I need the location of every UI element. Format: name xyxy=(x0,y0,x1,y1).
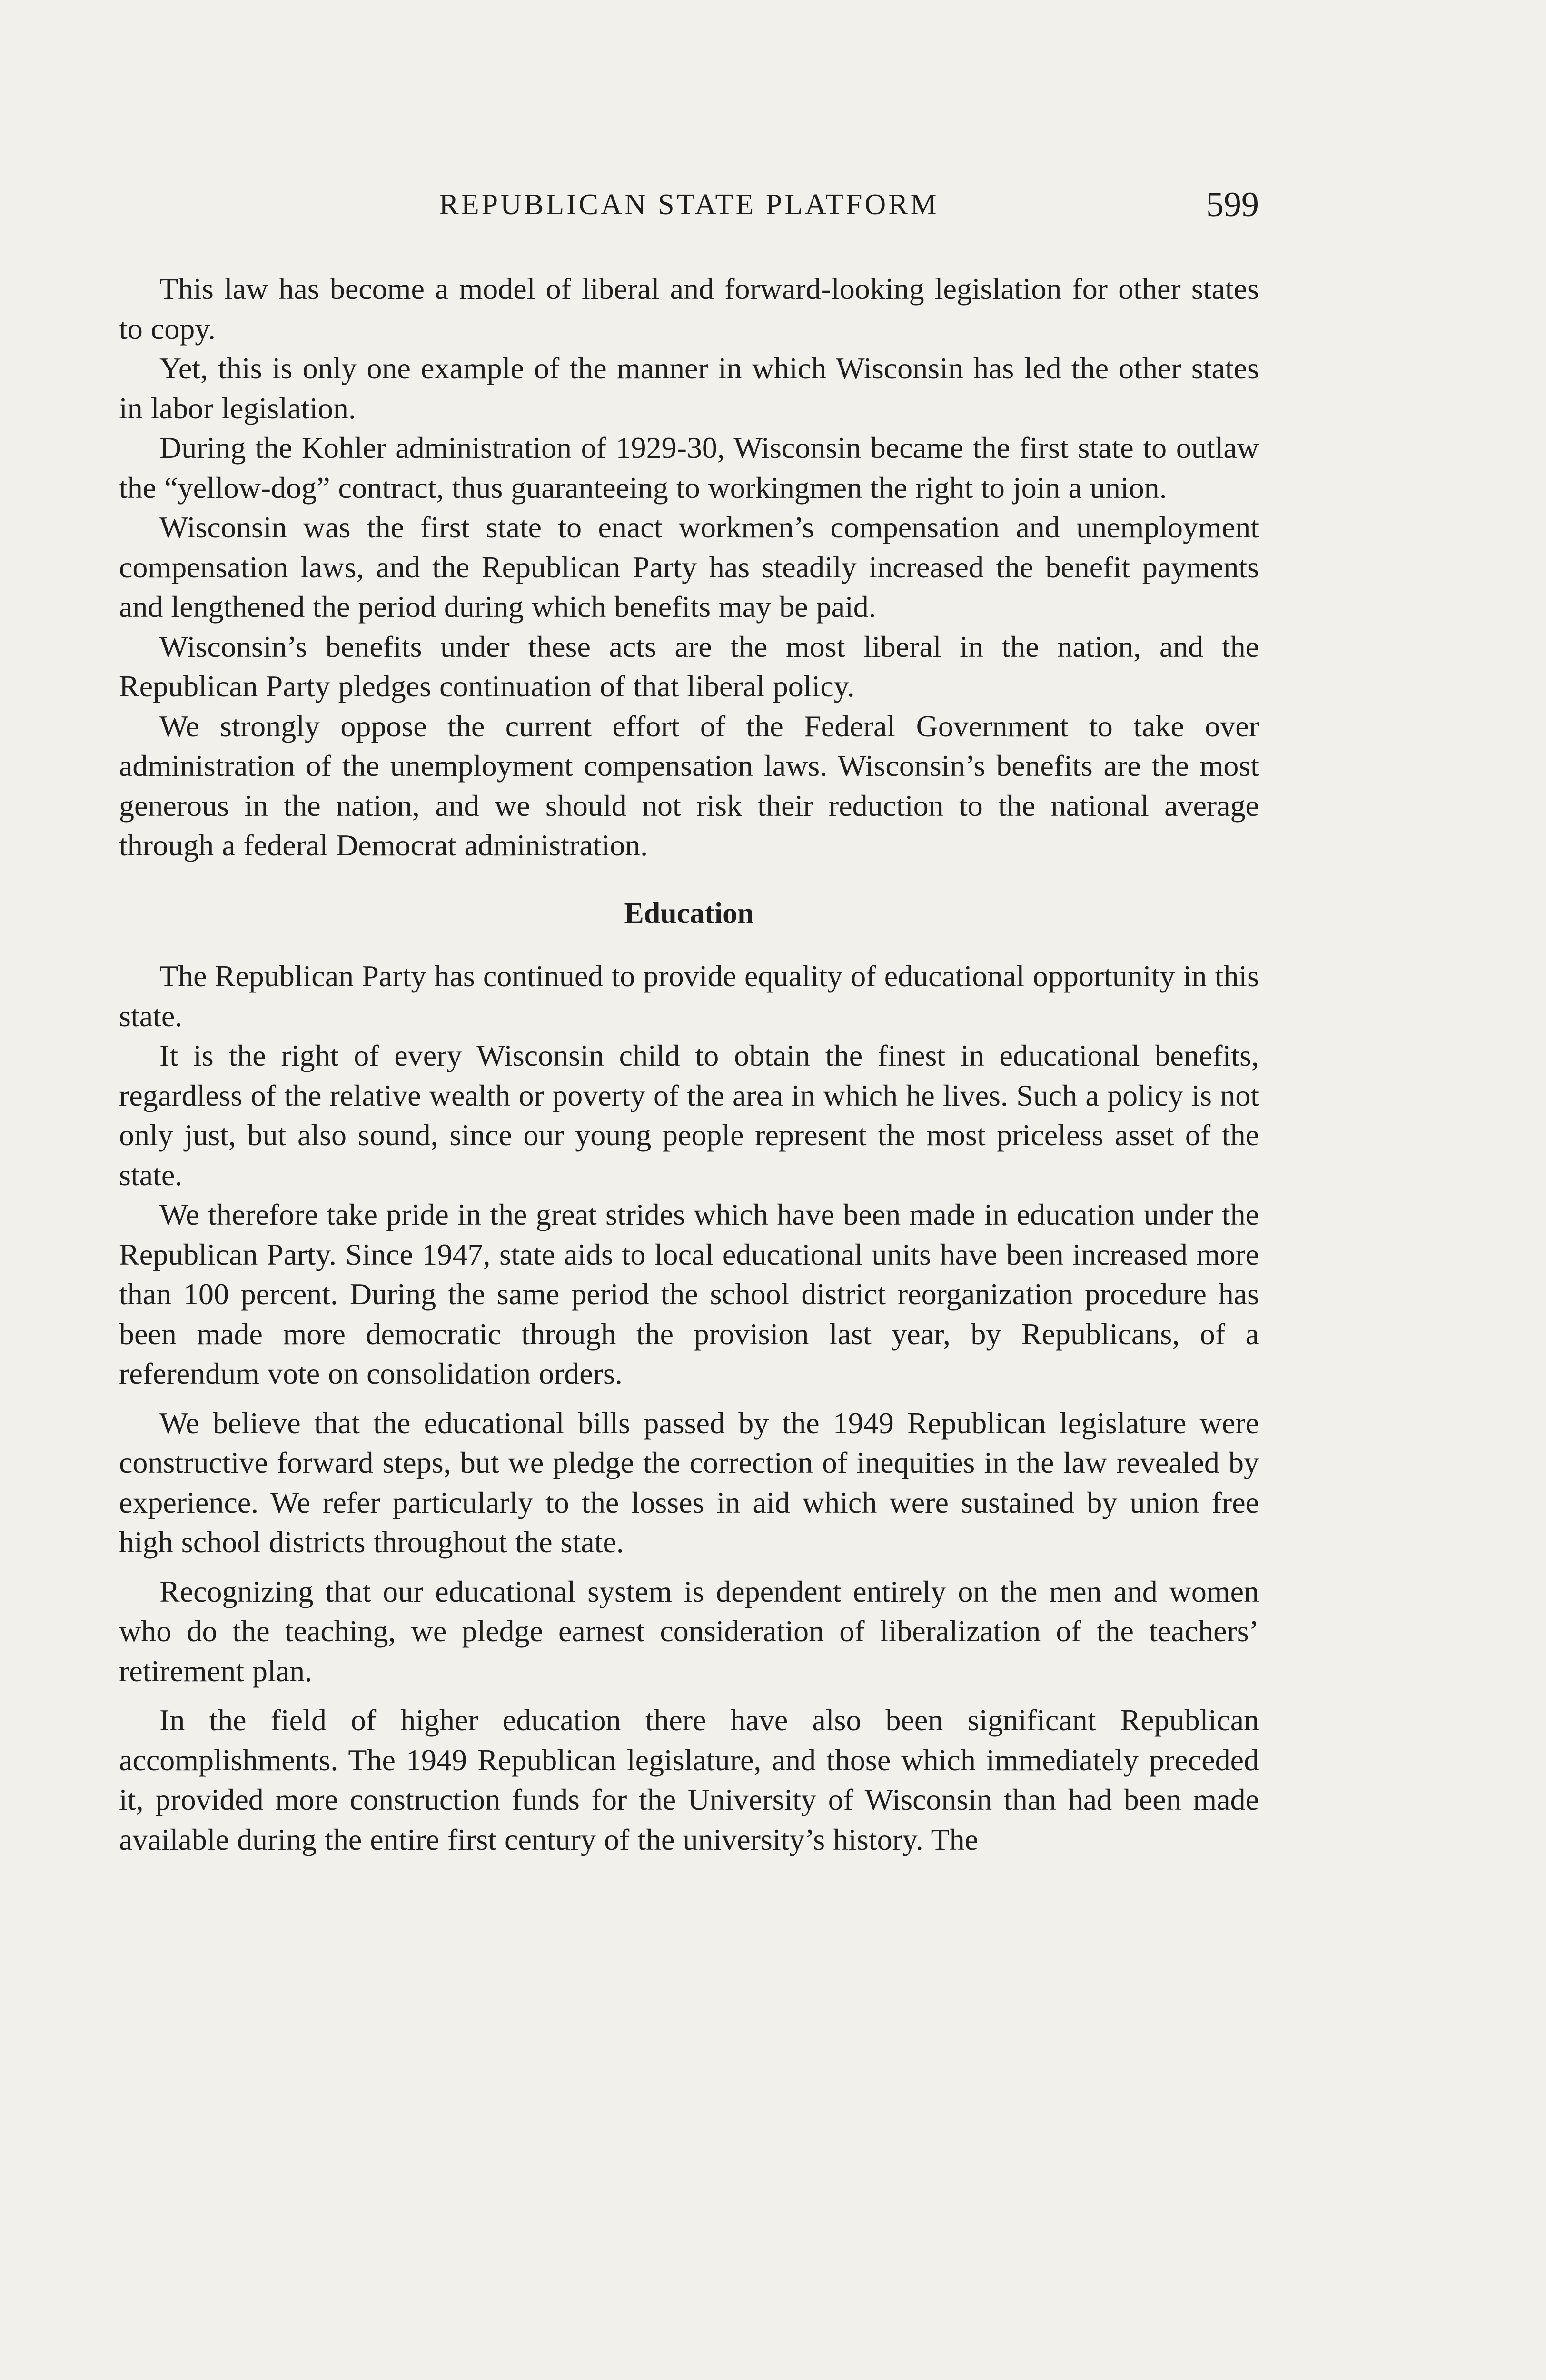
section-heading-education: Education xyxy=(624,897,754,930)
paragraph-child-right: It is the right of every Wisconsin child to obtain the finest in educational benefits, regardless of the relative wealth or poverty of the area in which he lives. Such a policy is not only just, but also sound, since our young people represent the most priceless asset of the state. xyxy=(119,1039,1259,1192)
paragraph-compensation-laws: Wisconsin was the first state to enact workmen’s compensation and unemployment compensation laws, and the Republican Party has steadily increased the benefit payments and lengthened the period during which benefits may be paid. xyxy=(119,510,1259,624)
paragraph-labor-legislation: Yet, this is only one example of the manner in which Wisconsin has led the other states in labor legislation. xyxy=(119,351,1259,425)
paragraph-higher-education: In the field of higher education there have also been significant Republican accomplishments. The 1949 Republican legislature, and those which immediately preceded it, provided more construction funds for the University of Wisconsin than had been made available during the entire first century of the university’s history. The xyxy=(119,1703,1259,1856)
page-header xyxy=(119,183,1259,226)
paragraph-kohler-administration: During the Kohler administration of 1929-30, Wisconsin became the first state to outlaw the “yellow-dog” contract, thus guaranteeing to workingmen the right to join a union. xyxy=(119,431,1259,505)
paragraph-equal-opportunity: The Republican Party has continued to provide equality of educational opportunity in this state. xyxy=(119,959,1259,1033)
running-title: REPUBLICAN STATE PLATFORM xyxy=(439,188,939,221)
page-number: 599 xyxy=(1206,185,1259,224)
paragraph-federal-opposition: We strongly oppose the current effort of the Federal Government to take over administration of the unemployment compensation laws. Wisconsin’s benefits are the most generous in the nation, and we should not risk their reduction to the national average through a federal Democrat administration. xyxy=(119,709,1259,862)
paragraph-liberal-benefits: Wisconsin’s benefits under these acts are the most liberal in the nation, and the Republican Party pledges continuation of that liberal policy. xyxy=(119,629,1259,703)
page-body xyxy=(119,269,1259,1859)
paragraph-teachers-retirement: Recognizing that our educational system is dependent entirely on the men and women who do the teaching, we pledge earnest consideration of liberalization of the teachers’ retirement plan. xyxy=(119,1574,1259,1688)
paragraph-law-model: This law has become a model of liberal and forward-looking legislation for other states to copy. xyxy=(119,272,1259,346)
paragraph-educational-bills: We believe that the educational bills passed by the 1949 Republican legislature were constructive forward steps, but we pledge the correction of inequities in the law revealed by experience. We refer particularly to the losses in aid which were sustained by union free high school districts throughout the state. xyxy=(119,1406,1259,1559)
paragraph-great-strides: We therefore take pride in the great strides which have been made in education under the Republican Party. Since 1947, state aids to local educational units have been increased more than 100 percent. During the same period the school district reorganization procedure has been made more democratic through the provision last year, by Republicans, of a referendum vote on consolidation orders. xyxy=(119,1198,1259,1390)
